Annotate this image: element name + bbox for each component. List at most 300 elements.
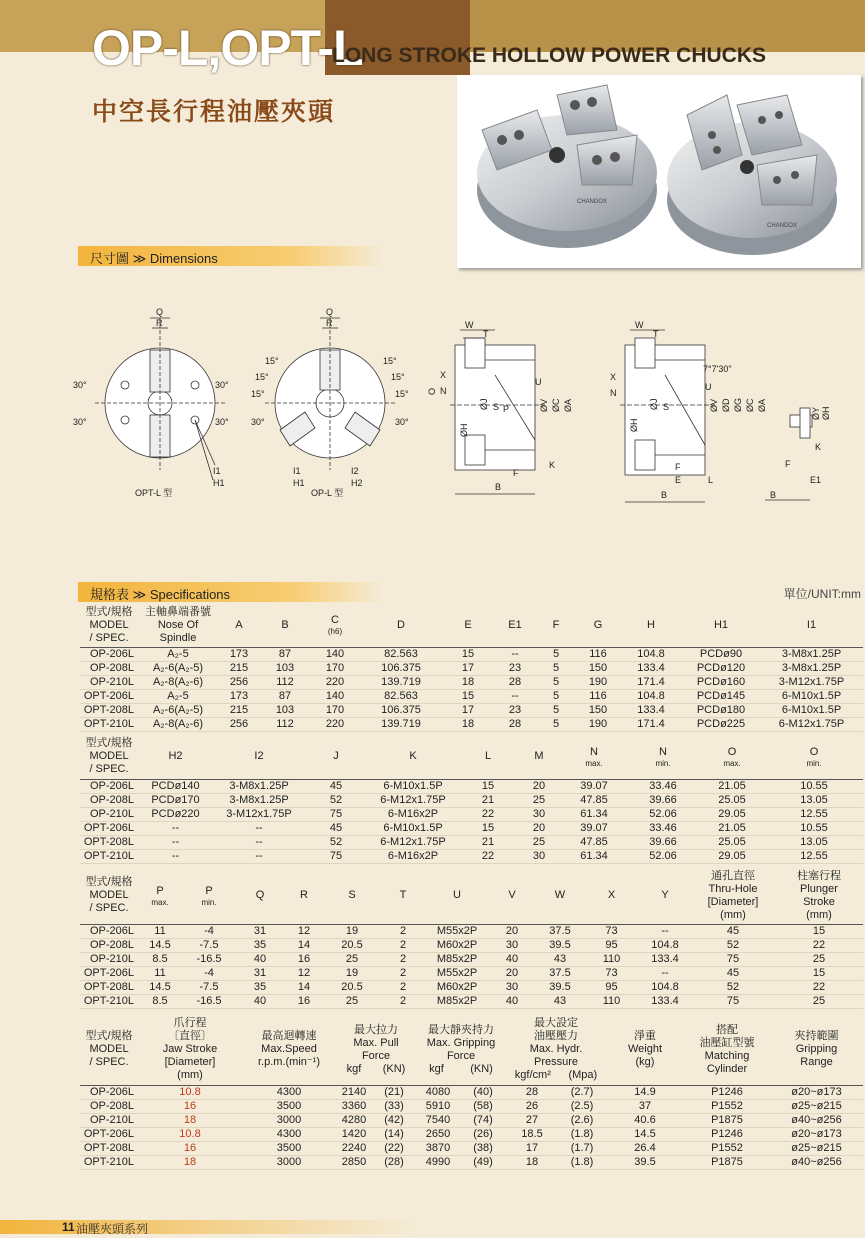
t4-cell: (2.5) — [570, 1099, 594, 1112]
t4-cell: ø25~ø215 — [791, 1141, 842, 1154]
t3-cell: 110 — [602, 952, 621, 965]
t4-cell: 4280 — [341, 1113, 367, 1126]
t1-cell: 23 — [508, 661, 522, 674]
t4-cell: ø20~ø173 — [791, 1085, 842, 1098]
t3-cell: 30 — [505, 980, 519, 993]
t3-cell: -4 — [204, 924, 214, 937]
t3-cell: 104.8 — [651, 980, 679, 993]
t2-cell: -- — [171, 849, 180, 862]
svg-text:U: U — [535, 377, 542, 387]
t4-cell: P1552 — [711, 1141, 743, 1154]
t3-header: 型式/規格 MODEL / SPEC. — [85, 876, 133, 915]
t1-cell: 116 — [589, 689, 607, 702]
t4-cell: ø20~ø173 — [791, 1127, 842, 1140]
t3-cell: 14 — [297, 980, 311, 993]
t3-cell: 39.5 — [549, 938, 571, 951]
t3-cell: 14 — [297, 938, 311, 951]
t2-cell: 20 — [532, 821, 546, 834]
t3-cell: 2 — [399, 952, 407, 965]
t2-cell: 6-M12x1.75P — [380, 835, 446, 848]
t1-header-b: B — [281, 618, 289, 631]
t4-cell: 3360 — [341, 1099, 367, 1112]
t2-cell: 6-M10x1.5P — [383, 779, 443, 792]
table-row — [80, 675, 863, 689]
t2-cell: 25 — [532, 793, 546, 806]
model-title: OP-L,OPT-L — [92, 20, 363, 76]
table-row — [80, 821, 863, 835]
table-row — [80, 689, 863, 703]
t1-cell: 215 — [229, 703, 249, 716]
t4-header: 最大拉力 Max. Pull Force kgf (KN) — [346, 1023, 406, 1075]
t2-cell: 25.05 — [718, 793, 746, 806]
svg-text:ØJ: ØJ — [479, 398, 489, 410]
t4-cell: (33) — [384, 1099, 404, 1112]
table-row — [80, 924, 863, 938]
dimensions-section-title: 尺寸圖 ≫ Dimensions — [90, 251, 218, 266]
spec-table-4 — [80, 1015, 863, 1170]
svg-text:ØG: ØG — [733, 397, 743, 412]
t4-cell: (42) — [384, 1113, 404, 1126]
t4-header: 淨重 Weight (kg) — [627, 1030, 663, 1069]
t1-cell: 6-M10x1.5P — [781, 689, 842, 702]
t3-cell: 20 — [505, 966, 519, 979]
svg-text:OPT-L 型: OPT-L 型 — [135, 488, 173, 498]
t1-cell: 133.4 — [637, 703, 665, 716]
t2-cell: 12.55 — [800, 807, 828, 820]
t2-cell: 3-M8x1.25P — [229, 793, 289, 806]
page-number: 11 — [62, 1220, 75, 1234]
svg-text:30°: 30° — [73, 417, 87, 427]
t4-cell: 14.9 — [634, 1085, 656, 1098]
specifications-section-title: 規格表 ≫ Specifications — [90, 587, 231, 602]
t3-header: P min. — [201, 884, 217, 907]
t2-cell: -- — [255, 849, 263, 862]
t4-header: 型式/規格 MODEL / SPEC. — [85, 1030, 133, 1069]
t3-cell: 40 — [253, 994, 267, 1007]
t4-cell: 40.6 — [634, 1113, 656, 1126]
t4-cell: OPT-206L — [83, 1127, 134, 1140]
svg-text:B: B — [770, 490, 777, 500]
spec-table-2 — [80, 735, 863, 864]
t3-cell: 37.5 — [549, 924, 571, 937]
t4-cell: P1246 — [711, 1127, 743, 1140]
t3-cell: 35 — [253, 938, 267, 951]
svg-text:30°: 30° — [73, 380, 87, 390]
t4-cell: OP-210L — [89, 1113, 134, 1126]
t3-cell: 25 — [345, 952, 359, 965]
svg-text:ØY: ØY — [811, 406, 821, 420]
chuck-left-image — [477, 85, 657, 248]
svg-text:OP-L 型: OP-L 型 — [311, 488, 344, 498]
t2-cell: 45 — [329, 821, 343, 834]
t2-cell: -- — [255, 835, 263, 848]
opt-l-side-section-view — [610, 320, 767, 502]
t3-cell: 133.4 — [651, 952, 679, 965]
svg-text:E1: E1 — [810, 475, 822, 485]
svg-text:30°: 30° — [395, 417, 409, 427]
t2-cell: 12.55 — [800, 849, 828, 862]
table-row — [80, 980, 863, 994]
t4-cell: 1420 — [341, 1127, 367, 1140]
t1-cell: 5 — [552, 647, 560, 660]
t1-cell: 220 — [325, 675, 345, 688]
t3-cell: OP-208L — [89, 938, 134, 951]
t1-header-f: F — [552, 618, 560, 631]
t2-cell: 47.85 — [580, 793, 608, 806]
t4-cell: 5910 — [425, 1099, 451, 1112]
spec-table-1 — [80, 604, 863, 732]
t1-header-e1: E1 — [508, 618, 522, 631]
t3-cell: -16.5 — [196, 994, 222, 1007]
t3-cell: 11 — [154, 966, 166, 979]
t4-cell: 4300 — [276, 1085, 302, 1098]
t4-body — [80, 1085, 863, 1169]
svg-text:P: P — [503, 404, 510, 414]
t1-header-spindle: 主軸鼻端番號 Nose Of Spindle — [145, 605, 211, 644]
t3-cell: OP-210L — [89, 952, 134, 965]
t3-cell: 14.5 — [149, 980, 171, 993]
svg-text:K: K — [549, 460, 556, 470]
svg-text:R: R — [326, 318, 333, 328]
svg-text:7°7'30": 7°7'30" — [703, 364, 732, 374]
svg-text:15°: 15° — [255, 372, 269, 382]
t3-cell: 15 — [812, 966, 826, 979]
t4-header: 最大靜夾持力 Max. Gripping Force kgf (KN) — [426, 1023, 496, 1075]
t3-cell: 2 — [399, 938, 407, 951]
t1-cell: 18 — [461, 675, 475, 688]
t3-header: Q — [255, 889, 265, 902]
t4-cell: 37 — [638, 1099, 652, 1112]
series-name: 油壓夾頭系列 — [76, 1222, 149, 1236]
t4-cell: 2140 — [341, 1085, 367, 1098]
t2-header: H2 — [168, 750, 183, 763]
t4-cell: 4080 — [425, 1085, 451, 1098]
t3-cell: 20.5 — [341, 980, 363, 993]
t2-cell: 15 — [481, 779, 495, 792]
t3-cell: 52 — [726, 980, 740, 993]
t1-cell: 171.4 — [637, 675, 665, 688]
svg-text:L: L — [708, 475, 714, 485]
svg-text:K: K — [815, 442, 822, 452]
op-l-front-view — [251, 307, 409, 498]
t1-cell: PCDø120 — [696, 661, 746, 674]
t3-header: 通孔直徑 Thru-Hole [Diameter] (mm) — [707, 869, 759, 921]
t4-cell: 39.5 — [634, 1155, 656, 1168]
t4-cell: 10.8 — [179, 1127, 201, 1140]
t1-cell: 28 — [508, 717, 522, 730]
t2-cell: PCDø220 — [151, 807, 200, 820]
t1-cell: 173 — [229, 689, 249, 702]
t3-cell: -16.5 — [196, 952, 222, 965]
svg-text:F: F — [513, 468, 519, 478]
t2-header: M — [534, 750, 544, 763]
t3-cell: 2 — [399, 980, 407, 993]
svg-text:15°: 15° — [391, 372, 405, 382]
svg-text:E: E — [675, 475, 682, 485]
table-row — [80, 647, 863, 661]
t2-cell: 61.34 — [580, 807, 608, 820]
t4-cell: (1.8) — [570, 1155, 594, 1168]
t4-cell: OPT-210L — [83, 1155, 134, 1168]
t3-cell: M60x2P — [436, 938, 478, 951]
t2-cell: 25.05 — [718, 835, 746, 848]
t1-header-a: A — [235, 618, 243, 631]
t3-cell: 11 — [154, 924, 166, 937]
t3-cell: 133.4 — [651, 994, 679, 1007]
t3-cell: 75 — [726, 952, 740, 965]
t3-cell: 110 — [602, 994, 621, 1007]
t1-cell: 150 — [588, 661, 608, 674]
t3-cell: 22 — [812, 938, 826, 951]
t1-cell: 173 — [229, 647, 249, 660]
dimensions-section-header — [78, 246, 383, 266]
t3-cell: -4 — [204, 966, 214, 979]
t3-cell: 52 — [726, 938, 740, 951]
t1-cell: 28 — [508, 675, 522, 688]
t1-cell: 17 — [461, 661, 475, 674]
svg-text:ØA: ØA — [757, 398, 767, 412]
t3-cell: 20 — [505, 924, 519, 937]
t2-header: K — [409, 750, 417, 763]
t3-cell: 2 — [399, 966, 407, 979]
svg-text:F: F — [785, 459, 791, 469]
t2-cell: PCDø140 — [151, 779, 200, 792]
t3-cell: 22 — [812, 980, 826, 993]
t1-cell: 190 — [588, 675, 608, 688]
t1-cell: 103 — [275, 661, 295, 674]
t3-cell: M85x2P — [436, 952, 478, 965]
t1-cell: A₂-5 — [167, 689, 189, 702]
t2-cell: 52 — [329, 835, 343, 848]
svg-text:CHANDOX: CHANDOX — [767, 223, 798, 229]
t2-cell: 29.05 — [718, 849, 746, 862]
t3-cell: 12 — [297, 966, 311, 979]
svg-text:ØC: ØC — [551, 398, 561, 412]
t4-cell: (1.7) — [570, 1141, 594, 1154]
t2-header: 型式/規格 MODEL / SPEC. — [85, 737, 133, 776]
t1-cell: 103 — [275, 703, 295, 716]
t4-cell: 3500 — [276, 1099, 302, 1112]
t2-cell: 75 — [329, 807, 343, 820]
table-row — [80, 661, 863, 675]
table-row — [80, 717, 863, 731]
t1-cell: 256 — [229, 675, 249, 688]
dimension-drawings — [65, 300, 860, 515]
t4-cell: OPT-208L — [83, 1141, 134, 1154]
t4-cell: 7540 — [425, 1113, 451, 1126]
svg-text:Q: Q — [156, 307, 164, 317]
svg-text:I1: I1 — [213, 466, 221, 476]
t4-cell: 3870 — [425, 1141, 451, 1154]
svg-text:H1: H1 — [293, 478, 305, 488]
t4-cell: (40) — [473, 1085, 493, 1098]
t2-cell: 6-M16x2P — [387, 849, 439, 862]
t1-cell: 5 — [552, 703, 560, 716]
t1-cell: 15 — [461, 647, 475, 660]
svg-text:ØJ: ØJ — [649, 398, 659, 410]
t3-header: V — [508, 889, 516, 902]
t1-cell: 87 — [278, 689, 292, 702]
t4-cell: (22) — [384, 1141, 404, 1154]
t4-cell: 3000 — [276, 1155, 302, 1168]
table-row — [80, 1141, 863, 1155]
t3-header: S — [348, 889, 356, 902]
t1-cell: -- — [511, 689, 519, 702]
t2-cell: 10.55 — [800, 821, 828, 834]
t3-cell: OP-206L — [89, 924, 134, 937]
t1-cell: PCDø160 — [696, 675, 746, 688]
t4-cell: 18 — [183, 1113, 197, 1126]
t3-cell: 19 — [345, 966, 359, 979]
t4-cell: (2.7) — [570, 1085, 594, 1098]
t1-cell: 82.563 — [384, 689, 418, 702]
t4-header: 爪行程 〔直徑〕 Jaw Stroke [Diameter] (mm) — [162, 1017, 218, 1082]
t3-header: U — [453, 889, 461, 902]
table-row — [80, 849, 863, 863]
svg-text:S: S — [493, 402, 500, 412]
t3-cell: 45 — [726, 966, 740, 979]
t2-cell: 21 — [481, 793, 495, 806]
t1-cell: 6-M12x1.75P — [778, 717, 845, 730]
product-photo — [457, 75, 861, 268]
svg-text:15°: 15° — [395, 389, 409, 399]
t2-cell: OPT-210L — [83, 849, 134, 862]
t3-cell: 43 — [553, 952, 567, 965]
t2-cell: 10.55 — [800, 779, 828, 792]
t4-cell: (28) — [384, 1155, 404, 1168]
svg-text:CHANDOX: CHANDOX — [577, 199, 608, 205]
t2-cell: OPT-208L — [83, 835, 134, 848]
svg-text:B: B — [661, 490, 668, 500]
t1-cell: 104.8 — [637, 689, 665, 702]
svg-text:W: W — [465, 320, 474, 330]
t1-cell: 3-M8x1.25P — [781, 661, 842, 674]
t3-cell: 20.5 — [341, 938, 363, 951]
t3-cell: 37.5 — [549, 966, 571, 979]
t3-cell: 2 — [399, 924, 407, 937]
t1-header-h1: H1 — [713, 618, 729, 631]
t4-cell: 26.4 — [634, 1141, 656, 1154]
t3-cell: -- — [661, 924, 669, 937]
t1-cell: 256 — [229, 717, 249, 730]
svg-text:U: U — [705, 382, 712, 392]
t4-header: 最大設定 油壓壓力 Max. Hydr. Pressure kgf/cm² (Mpa) — [514, 1017, 598, 1082]
chinese-title: 中空長行程油壓夾頭 — [92, 98, 336, 126]
t2-cell: 52 — [329, 793, 343, 806]
t1-cell: A₂-6(A₂-5) — [152, 703, 204, 716]
t3-cell: 2 — [399, 994, 407, 1007]
t1-header-g: G — [593, 618, 603, 631]
svg-text:ØC: ØC — [745, 398, 755, 412]
t1-cell: PCDø90 — [699, 647, 743, 660]
svg-text:S: S — [663, 402, 670, 412]
t3-cell: 43 — [553, 994, 567, 1007]
table-row — [80, 952, 863, 966]
t1-cell: PCDø225 — [696, 717, 746, 730]
t2-cell: OP-210L — [89, 807, 134, 820]
t4-cell: 16 — [183, 1141, 197, 1154]
svg-text:ØV: ØV — [539, 398, 549, 412]
table-row — [80, 1099, 863, 1113]
t3-cell: 8.5 — [152, 952, 168, 965]
t2-cell: 13.05 — [800, 835, 828, 848]
t1-header-model: 型式/規格 MODEL / SPEC. — [85, 605, 133, 644]
t2-header: O min. — [806, 745, 822, 768]
t2-cell: 75 — [329, 849, 343, 862]
t3-cell: 8.5 — [152, 994, 168, 1007]
t2-cell: 52.06 — [649, 807, 677, 820]
t2-cell: 30 — [532, 807, 546, 820]
t3-body — [80, 924, 863, 1008]
svg-text:X: X — [610, 372, 617, 382]
t3-cell: 39.5 — [549, 980, 571, 993]
t4-cell: 27 — [525, 1113, 539, 1126]
t2-header: I2 — [254, 750, 264, 763]
t3-cell: 75 — [726, 994, 740, 1007]
t1-cell: 106.375 — [381, 703, 421, 716]
t1-cell: 220 — [325, 717, 345, 730]
t3-cell: 95 — [605, 980, 618, 993]
t3-cell: M55x2P — [436, 924, 478, 937]
svg-text:ØH: ØH — [629, 418, 639, 432]
t1-cell: 3-M8x1.25P — [781, 647, 842, 660]
table-row — [80, 1113, 863, 1127]
t4-cell: 4990 — [425, 1155, 451, 1168]
svg-text:T: T — [483, 329, 489, 339]
t1-cell: 87 — [278, 647, 292, 660]
t3-cell: 31 — [253, 966, 267, 979]
t4-cell: 2240 — [341, 1141, 367, 1154]
t1-cell: 116 — [589, 647, 607, 660]
t4-cell: 26 — [525, 1099, 539, 1112]
t4-cell: 3000 — [276, 1113, 302, 1126]
svg-text:30°: 30° — [215, 380, 229, 390]
svg-text:ØH: ØH — [459, 423, 469, 437]
t4-cell: P1246 — [711, 1085, 743, 1098]
t3-cell: 25 — [812, 952, 826, 965]
t4-cell: OP-208L — [89, 1099, 134, 1112]
t2-cell: 30 — [532, 849, 546, 862]
t1-cell: 82.563 — [384, 647, 418, 660]
t4-cell: 10.8 — [179, 1085, 201, 1098]
t2-cell: 21.05 — [718, 779, 746, 792]
table-row — [80, 966, 863, 980]
t2-cell: 13.05 — [800, 793, 828, 806]
t1-body — [80, 647, 863, 731]
t1-cell: 23 — [508, 703, 522, 716]
t2-cell: 20 — [532, 779, 546, 792]
spec-table-3 — [80, 868, 863, 1009]
t1-cell: 17 — [461, 703, 475, 716]
t1-header-e: E — [464, 618, 472, 631]
t1-cell: 6-M10x1.5P — [781, 703, 842, 716]
t1-cell: OPT-206L — [83, 689, 134, 702]
t4-cell: (21) — [384, 1085, 404, 1098]
t1-cell: 104.8 — [637, 647, 665, 660]
t4-cell: P1875 — [711, 1113, 743, 1126]
t2-header: L — [484, 750, 492, 763]
t1-header-d: D — [397, 618, 405, 631]
t1-cell: 3-M12x1.75P — [778, 675, 845, 688]
t1-cell: 112 — [276, 675, 294, 688]
t4-header: 搭配 油壓缸型號 Matching Cylinder — [699, 1023, 755, 1075]
t3-cell: 31 — [253, 924, 267, 937]
t2-cell: 29.05 — [718, 807, 746, 820]
t1-cell: 170 — [325, 703, 345, 716]
t4-cell: 18 — [525, 1155, 539, 1168]
t1-cell: 5 — [552, 689, 560, 702]
t4-cell: (14) — [384, 1127, 404, 1140]
